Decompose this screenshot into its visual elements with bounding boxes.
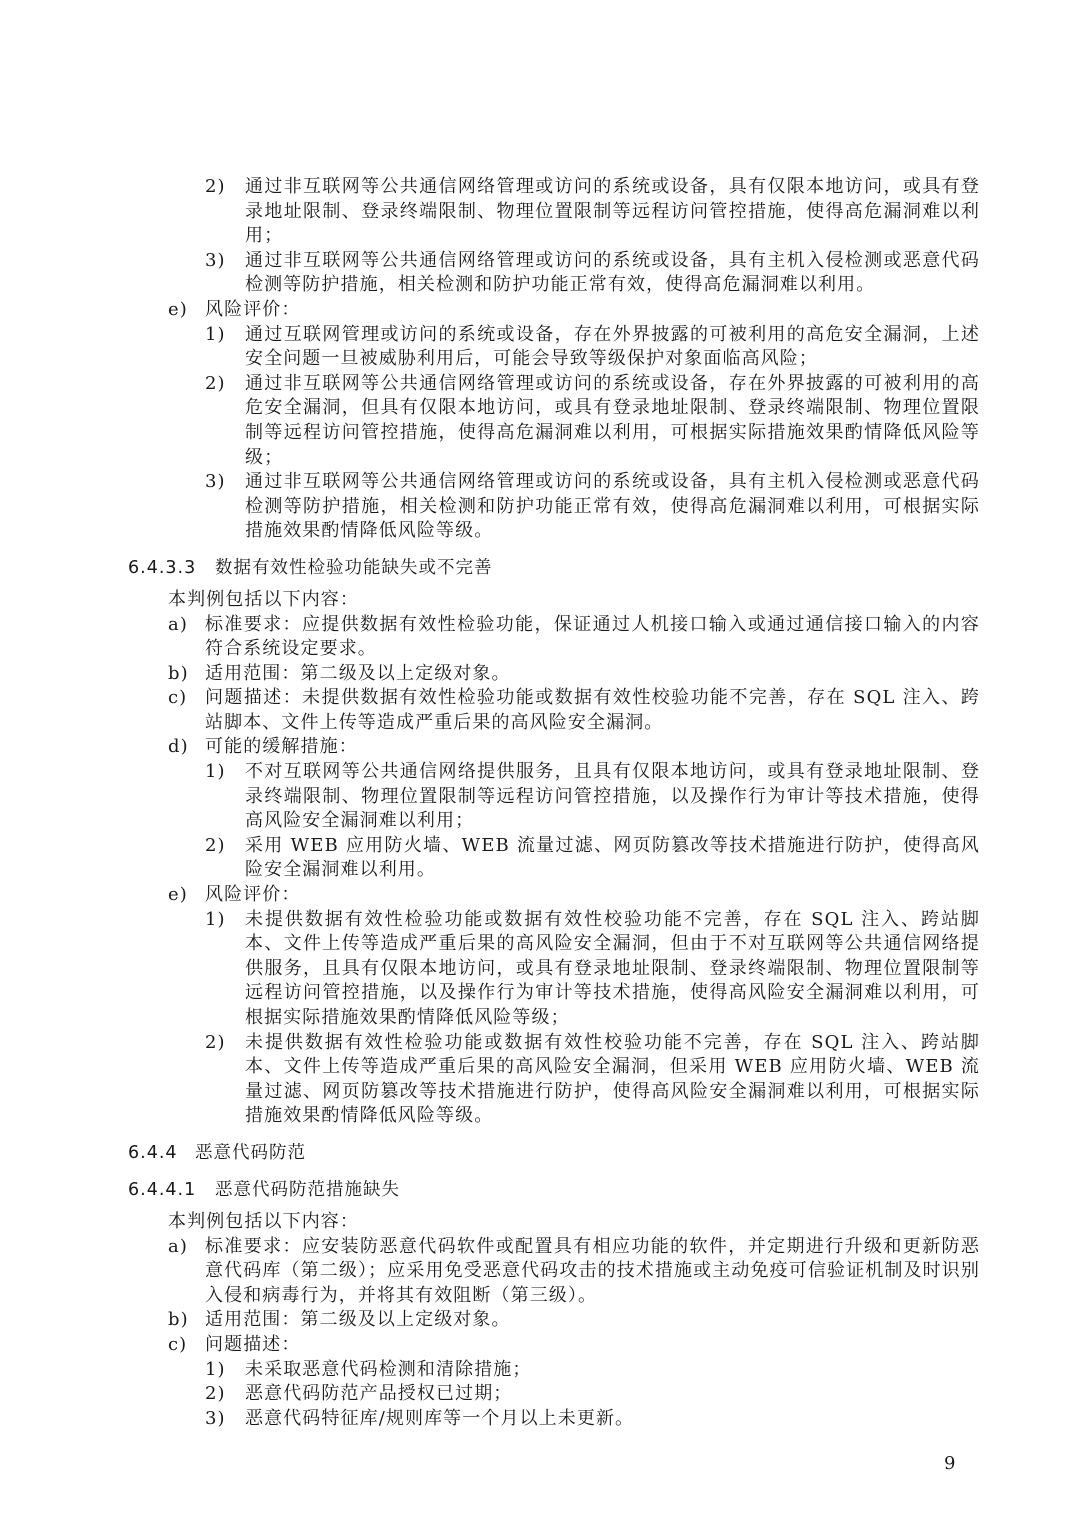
- list-marker: 1): [205, 1358, 226, 1380]
- page-number: 9: [944, 1453, 956, 1474]
- list-item: [168, 662, 980, 687]
- section-title: 数据有效性检验功能缺失或不完善: [215, 557, 493, 578]
- list-item: [205, 323, 980, 372]
- list-marker: 1): [205, 323, 226, 345]
- list-item: [205, 249, 980, 298]
- list-item-text: 不对互联网等公共通信网络提供服务，且具有仅限本地访问，或具有登录地址限制、登录终端限制、物理位置限制等远程访问管控措施，以及操作行为审计等技术措施，使得高风险安全漏洞难以利用；: [245, 761, 980, 832]
- list-item: [168, 1308, 980, 1333]
- list-item-text: 标准要求：应安装防恶意代码软件或配置具有相应功能的软件，并定期进行升级和更新防恶意代码库（第二级）；应采用免受恶意代码攻击的技术措施或主动免疫可信验证机制及时识别入侵和病毒行为，并将其有效阻断（第三级）。: [205, 1235, 980, 1306]
- list-marker: c): [168, 687, 188, 709]
- list-item-label: 风险评价：: [205, 884, 301, 906]
- list-item: [205, 908, 980, 1031]
- section-number: 6.4.4.1: [128, 1179, 197, 1200]
- list-item-text: 恶意代码防范产品授权已过期；: [245, 1383, 513, 1405]
- mitigation-item: [168, 735, 980, 760]
- section-number: 6.4.3.3: [128, 557, 197, 578]
- page-content: [128, 175, 980, 1431]
- list-item-text: 通过非互联网等公共通信网络管理或访问的系统或设备，具有主机入侵检测或恶意代码检测等防护措施，相关检测和防护功能正常有效，使得高危漏洞难以利用，可根据实际措施效果酌情降低风险等级。: [245, 471, 980, 542]
- list-marker: a): [168, 1235, 188, 1257]
- list-marker: 1): [205, 761, 226, 783]
- list-item: [168, 1235, 980, 1309]
- list-item-text: 问题描述：未提供数据有效性检验功能或数据有效性校验功能不完善，存在 SQL 注入、跨站脚本、文件上传等造成严重后果的高风险安全漏洞。: [205, 687, 980, 733]
- section-heading-6-4-4-1: [128, 1178, 980, 1203]
- list-item: [205, 470, 980, 544]
- list-item-text: 采用 WEB 应用防火墙、WEB 流量过滤、网页防篡改等技术措施进行防护，使得高风险安全漏洞难以利用。: [245, 834, 980, 881]
- list-marker: 2): [205, 1031, 226, 1053]
- list-marker: d): [168, 736, 189, 758]
- list-item-label: 风险评价：: [205, 298, 301, 320]
- list-marker: 3): [205, 471, 226, 493]
- list-marker: 1): [205, 908, 226, 930]
- list-marker: e): [168, 298, 188, 320]
- list-item-text: 标准要求：应提供数据有效性检验功能，保证通过人机接口输入或通过通信接口输入的内容符合系统设定要求。: [205, 613, 980, 660]
- list-marker: e): [168, 884, 188, 906]
- list-marker: 2): [205, 176, 226, 197]
- list-item-label: 可能的缓解措施：: [205, 736, 358, 758]
- list-marker: 2): [205, 834, 226, 856]
- list-marker: 3): [205, 1407, 226, 1429]
- section-intro: 本判例包括以下内容：: [168, 1210, 359, 1232]
- list-item: [205, 834, 980, 883]
- list-item-text: 恶意代码特征库/规则库等一个月以上未更新。: [245, 1407, 635, 1429]
- list-item: [205, 1031, 980, 1129]
- section-title: 恶意代码防范: [195, 1142, 306, 1163]
- list-item: [205, 1382, 980, 1407]
- list-item-text: 适用范围：第二级及以上定级对象。: [205, 662, 511, 684]
- list-marker: b): [168, 662, 189, 684]
- list-item-text: 通过非互联网等公共通信网络管理或访问的系统或设备，具有主机入侵检测或恶意代码检测等防护措施，相关检测和防护功能正常有效，使得高危漏洞难以利用。: [245, 249, 980, 296]
- list-marker: 2): [205, 1383, 226, 1405]
- list-marker: a): [168, 613, 188, 635]
- list-marker: b): [168, 1309, 189, 1331]
- list-item-text: 通过互联网管理或访问的系统或设备，存在外界披露的可被利用的高危安全漏洞，上述安全问题一旦被威胁利用后，可能会导致等级保护对象面临高风险；: [245, 323, 980, 370]
- list-item: [205, 175, 980, 249]
- list-marker: 3): [205, 249, 226, 271]
- list-item: [205, 1407, 980, 1432]
- list-item-text: 未提供数据有效性检验功能或数据有效性校验功能不完善，存在 SQL 注入、跨站脚本、文件上传等造成严重后果的高风险安全漏洞，但由于不对互联网等公共通信网络提供服务，且具有仅限本地访问，或具有登录地址限制、登录终端限制、物理位置限制等远程访问管控措施，以及操作行为审计等技术措施，使得高风险安全漏洞难以利用，可根据实际措施效果酌情降低风险等级；: [245, 908, 980, 1028]
- list-item-text: 通过非互联网等公共通信网络管理或访问的系统或设备，存在外界披露的可被利用的高危安全漏洞，但具有仅限本地访问，或具有登录地址限制、登录终端限制、物理位置限制等远程访问管控措施，使得高危漏洞难以利用，可根据实际措施效果酌情降低风险等级；: [245, 372, 980, 468]
- risk-evaluation-item: [168, 883, 980, 908]
- list-item: [168, 686, 980, 735]
- list-item-text: 未提供数据有效性检验功能或数据有效性校验功能不完善，存在 SQL 注入、跨站脚本、文件上传等造成严重后果的高风险安全漏洞，但采用 WEB 应用防火墙、WEB 流量过滤、网页防篡改等技术措施进行防护，使得高风险安全漏洞难以利用，可根据实际措施效果酌情降低风险等级。: [245, 1031, 980, 1127]
- list-item-text: 通过非互联网等公共通信网络管理或访问的系统或设备，具有仅限本地访问，或具有登录地址限制、登录终端限制、物理位置限制等远程访问管控措施，使得高危漏洞难以利用；: [245, 176, 980, 247]
- risk-evaluation-item: [168, 298, 980, 323]
- problem-description-item: [168, 1333, 980, 1358]
- list-marker: 2): [205, 372, 226, 394]
- list-item-text: 未采取恶意代码检测和清除措施；: [245, 1358, 532, 1380]
- section-intro: 本判例包括以下内容：: [168, 588, 359, 610]
- list-item-text: 适用范围：第二级及以上定级对象。: [205, 1309, 511, 1331]
- list-item-label: 问题描述：: [205, 1333, 301, 1355]
- list-marker: c): [168, 1333, 188, 1355]
- section-heading-6-4-4: [128, 1141, 980, 1166]
- list-item: [168, 613, 980, 662]
- list-item: [205, 372, 980, 470]
- list-item: [205, 1358, 980, 1383]
- section-heading-6-4-3-3: [128, 556, 980, 581]
- list-item: [205, 760, 980, 834]
- section-title: 恶意代码防范措施缺失: [215, 1179, 400, 1200]
- section-number: 6.4.4: [128, 1142, 178, 1163]
